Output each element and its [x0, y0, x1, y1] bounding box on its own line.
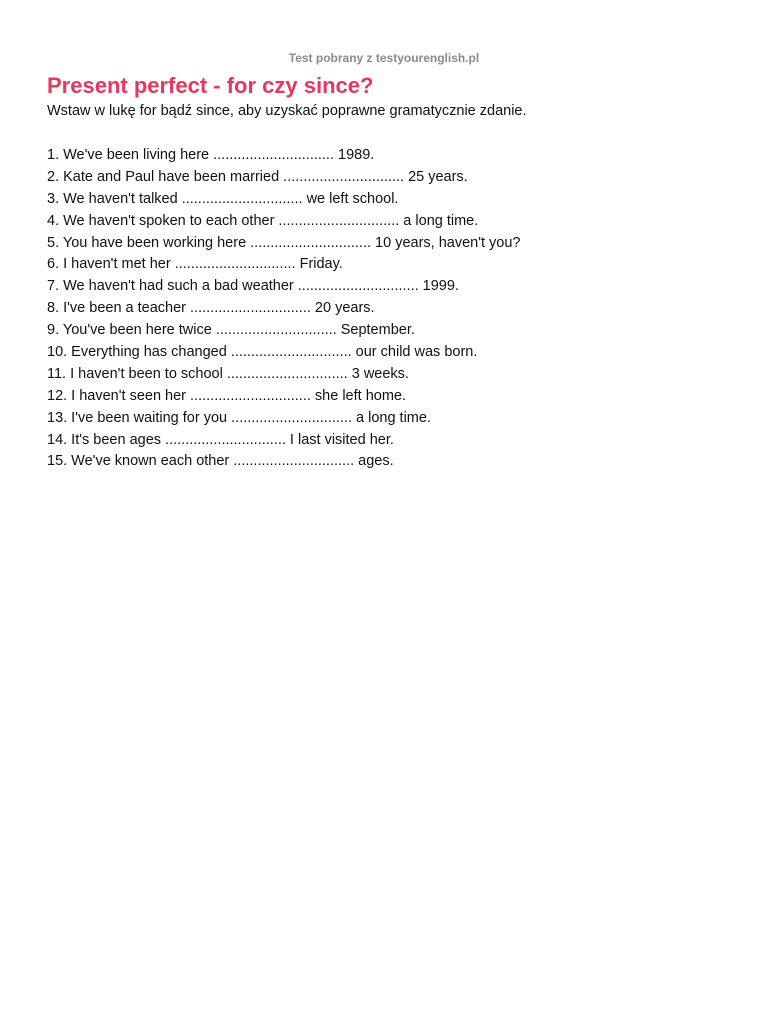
exercise-item-2: 2. Kate and Paul have been married .............................. 25 years.	[47, 168, 468, 185]
exercise-item-13: 13. I've been waiting for you .............................. a long time.	[47, 409, 431, 426]
exercise-item-3: 3. We haven't talked .............................. we left school.	[47, 190, 399, 207]
exercise-item-7: 7. We haven't had such a bad weather .............................. 1999.	[47, 278, 459, 295]
exercise-item-4: 4. We haven't spoken to each other .............................. a long time.	[47, 212, 479, 229]
exercise-list	[47, 145, 521, 473]
source-note: Test pobrany z testyourenglish.pl	[288, 51, 480, 65]
exercise-item-15: 15. We've known each other .............................. ages.	[47, 453, 394, 470]
page-title: Present perfect - for czy since?	[47, 73, 374, 98]
exercise-item-6: 6. I haven't met her .............................. Friday.	[47, 256, 343, 273]
exercise-item-11: 11. I haven't been to school .............................. 3 weeks.	[47, 365, 409, 382]
exercise-item-10: 10. Everything has changed .............................. our child was born.	[47, 344, 478, 361]
exercise-item-1: 1. We've been living here .............................. 1989.	[47, 147, 375, 163]
instruction-text: Wstaw w lukę for bądź since, aby uzyskać poprawne gramatycznie zdanie.	[47, 103, 527, 119]
exercise-item-9: 9. You've been here twice .............................. September.	[47, 322, 415, 339]
exercise-item-12: 12. I haven't seen her .............................. she left home.	[47, 387, 406, 404]
exercise-item-5: 5. You have been working here .............................. 10 years, haven't you?	[47, 234, 521, 251]
exercise-item-14: 14. It's been ages .............................. I last visited her.	[47, 431, 394, 448]
exercise-item-8: 8. I've been a teacher .............................. 20 years.	[47, 300, 375, 317]
